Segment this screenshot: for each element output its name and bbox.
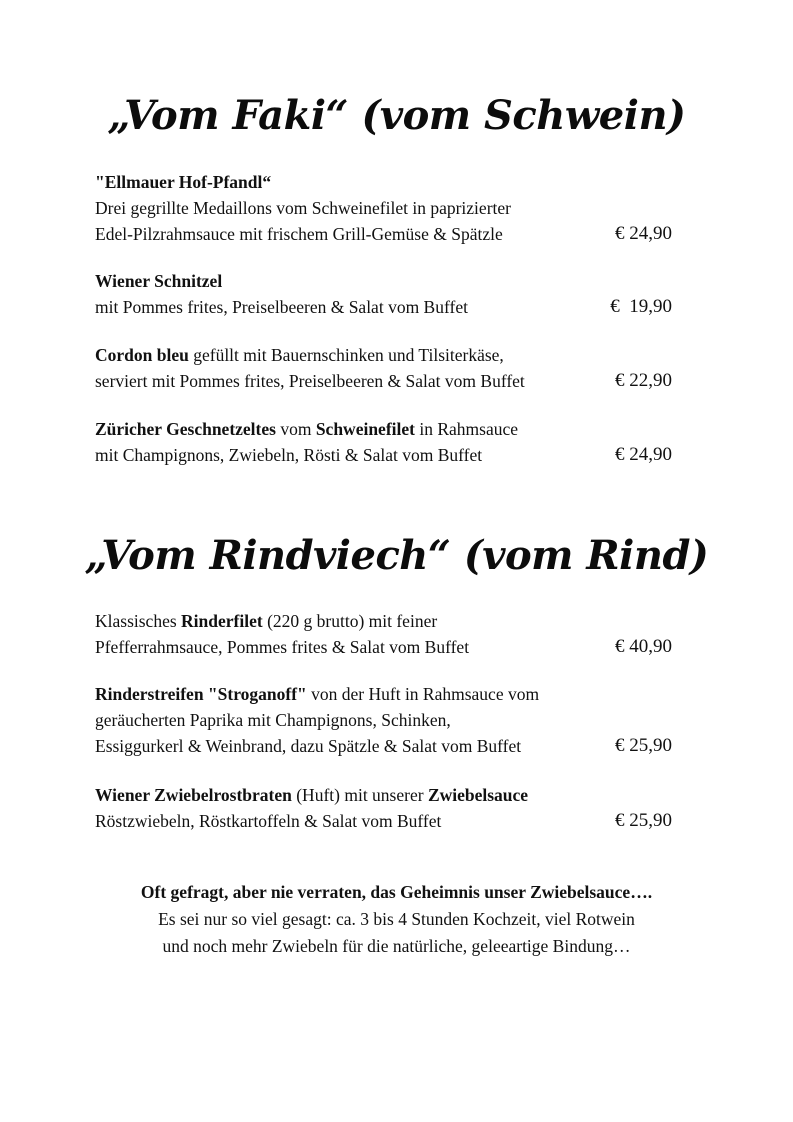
menu-item (95, 342, 675, 394)
dish-name: Schweinefilet (315, 419, 415, 439)
menu-item (95, 268, 675, 320)
note-line-1: Oft gefragt, aber nie verraten, das Geheimnis unser Zwiebelsauce…. (140, 882, 653, 902)
menu-item (95, 782, 675, 834)
menu-item-price: € 24,90 (615, 223, 672, 244)
dish-description: in Rahmsauce (414, 419, 519, 439)
menu-item-line (95, 681, 675, 707)
dish-description: (220 g brutto) mit feiner (262, 611, 438, 631)
menu-item (95, 169, 675, 247)
menu-item-line (95, 416, 675, 442)
menu-item (95, 681, 675, 759)
dish-name: Züricher Geschnetzeltes (95, 419, 276, 439)
section-title-pork: „Vom Faki“ (vom Schwein) (107, 92, 686, 139)
dish-name: "Ellmauer Hof-Pfandl“ (95, 172, 272, 192)
menu-item-line (95, 221, 675, 247)
dish-description: Essiggurkerl & Weinbrand, dazu Spätzle & Salat vom Buffet (95, 736, 522, 756)
menu-item-price: € 25,90 (615, 810, 672, 831)
menu-item-line (95, 268, 675, 294)
menu-item-price: € 19,90 (610, 296, 672, 317)
dish-description: Röstzwiebeln, Röstkartoffeln & Salat vom Buffet (95, 811, 442, 831)
menu-item-price: € 25,90 (615, 735, 672, 756)
menu-item-line (95, 442, 675, 468)
menu-item-line (95, 808, 675, 834)
dish-description: geräucherten Paprika mit Champignons, Schinken, (95, 710, 451, 730)
menu-item-price: € 40,90 (615, 636, 672, 657)
dish-description: mit Pommes frites, Preiselbeeren & Salat vom Buffet (95, 297, 468, 317)
dish-name: Cordon bleu (95, 345, 189, 365)
dish-description: von der Huft in Rahmsauce vom (306, 684, 540, 704)
note-line-2: Es sei nur so viel gesagt: ca. 3 bis 4 Stunden Kochzeit, viel Rotwein (158, 909, 635, 929)
dish-description: Edel-Pilzrahmsauce mit frischem Grill-Gemüse & Spätzle (95, 224, 503, 244)
menu-item-line (95, 195, 675, 221)
dish-name: Wiener Zwiebelrostbraten (95, 785, 292, 805)
menu-item-line (95, 733, 675, 759)
dish-name: Rinderstreifen "Stroganoff" (95, 684, 307, 704)
dish-description: (Huft) mit unserer (291, 785, 428, 805)
menu-item-line (95, 608, 675, 634)
menu-item-line (95, 169, 675, 195)
section-title-beef: „Vom Rindviech“ (vom Rind) (84, 532, 709, 579)
dish-description: vom (275, 419, 316, 439)
dish-name: Rinderfilet (181, 611, 263, 631)
dish-description: gefüllt mit Bauernschinken und Tilsiterkäse, (188, 345, 504, 365)
dish-description: serviert mit Pommes frites, Preiselbeeren & Salat vom Buffet (95, 371, 525, 391)
menu-item-line (95, 294, 675, 320)
dish-description: Drei gegrillte Medaillons vom Schweinefilet in paprizierter (95, 198, 511, 218)
note-line-3: und noch mehr Zwiebeln für die natürliche, geleeartige Bindung… (162, 936, 631, 956)
sauce-note (0, 879, 793, 960)
menu-item-line (95, 368, 675, 394)
menu-item-line (95, 342, 675, 368)
dish-name: Zwiebelsauce (427, 785, 529, 805)
menu-item-line (95, 707, 675, 733)
menu-item-line (95, 634, 675, 660)
menu-item (95, 608, 675, 660)
dish-description: mit Champignons, Zwiebeln, Rösti & Salat vom Buffet (95, 445, 483, 465)
menu-item-line (95, 782, 675, 808)
dish-name: Wiener Schnitzel (95, 271, 223, 291)
dish-description: Klassisches (95, 611, 182, 631)
dish-description: Pfefferrahmsauce, Pommes frites & Salat vom Buffet (95, 637, 470, 657)
menu-item-price: € 24,90 (615, 444, 672, 465)
menu-item (95, 416, 675, 468)
menu-item-price: € 22,90 (615, 370, 672, 391)
